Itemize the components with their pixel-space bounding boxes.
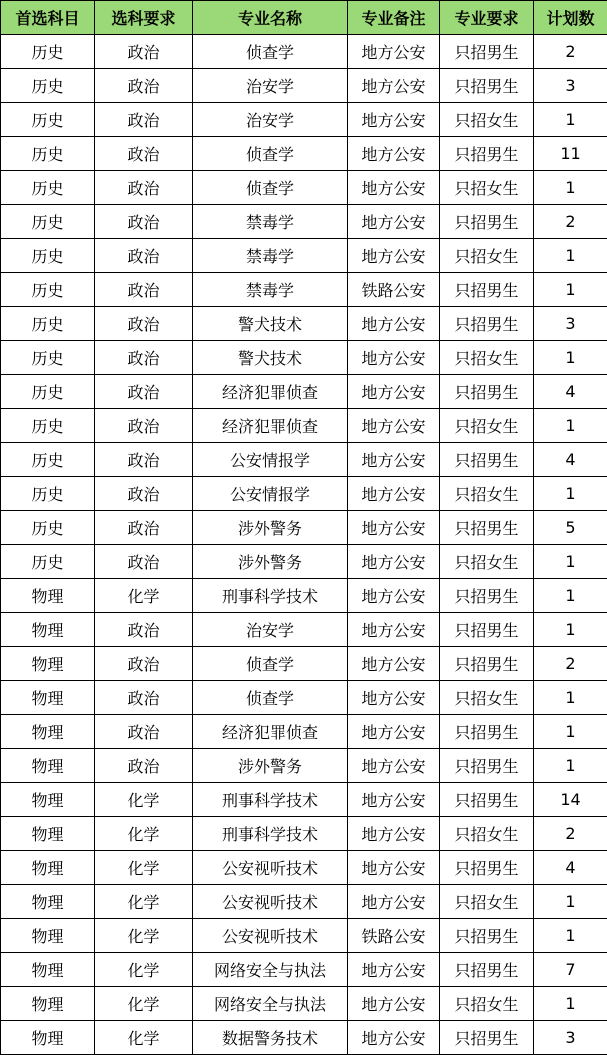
cell-major-requirement: 只招女生 — [440, 885, 534, 919]
cell-subject: 物理 — [1, 1021, 95, 1055]
cell-plan-count: 1 — [534, 103, 607, 137]
cell-major-requirement: 只招男生 — [440, 851, 534, 885]
cell-subject: 物理 — [1, 681, 95, 715]
cell-note: 地方公安 — [348, 987, 440, 1021]
table-row — [1, 103, 607, 137]
cell-major: 禁毒学 — [193, 239, 348, 273]
cell-subject: 历史 — [1, 545, 95, 579]
cell-major: 禁毒学 — [193, 273, 348, 307]
cell-major: 治安学 — [193, 103, 348, 137]
cell-major: 公安视听技术 — [193, 851, 348, 885]
cell-note: 地方公安 — [348, 103, 440, 137]
cell-requirement: 政治 — [95, 681, 193, 715]
header-major: 专业名称 — [193, 1, 348, 35]
table-row — [1, 1021, 607, 1055]
cell-major-requirement: 只招男生 — [440, 715, 534, 749]
cell-requirement: 政治 — [95, 477, 193, 511]
cell-requirement: 化学 — [95, 1021, 193, 1055]
cell-major: 公安情报学 — [193, 477, 348, 511]
cell-major-requirement: 只招女生 — [440, 239, 534, 273]
cell-subject: 历史 — [1, 273, 95, 307]
cell-subject: 历史 — [1, 137, 95, 171]
cell-requirement: 政治 — [95, 239, 193, 273]
cell-subject: 历史 — [1, 409, 95, 443]
cell-subject: 历史 — [1, 205, 95, 239]
cell-requirement: 政治 — [95, 137, 193, 171]
cell-plan-count: 1 — [534, 885, 607, 919]
cell-major: 涉外警务 — [193, 749, 348, 783]
cell-subject: 物理 — [1, 851, 95, 885]
cell-major: 刑事科学技术 — [193, 817, 348, 851]
cell-plan-count: 4 — [534, 375, 607, 409]
cell-requirement: 政治 — [95, 443, 193, 477]
cell-note: 地方公安 — [348, 885, 440, 919]
cell-plan-count: 1 — [534, 409, 607, 443]
cell-note: 地方公安 — [348, 715, 440, 749]
cell-note: 地方公安 — [348, 69, 440, 103]
table-row — [1, 409, 607, 443]
cell-subject: 物理 — [1, 783, 95, 817]
cell-plan-count: 3 — [534, 307, 607, 341]
cell-subject: 物理 — [1, 953, 95, 987]
cell-requirement: 政治 — [95, 307, 193, 341]
cell-major: 侦查学 — [193, 137, 348, 171]
cell-major-requirement: 只招男生 — [440, 749, 534, 783]
cell-requirement: 政治 — [95, 171, 193, 205]
cell-subject: 历史 — [1, 103, 95, 137]
cell-note: 地方公安 — [348, 205, 440, 239]
cell-major-requirement: 只招男生 — [440, 375, 534, 409]
cell-note: 地方公安 — [348, 579, 440, 613]
cell-plan-count: 1 — [534, 341, 607, 375]
cell-note: 地方公安 — [348, 171, 440, 205]
cell-note: 地方公安 — [348, 953, 440, 987]
cell-plan-count: 1 — [534, 477, 607, 511]
table-row — [1, 987, 607, 1021]
cell-requirement: 政治 — [95, 511, 193, 545]
cell-major: 涉外警务 — [193, 511, 348, 545]
cell-plan-count: 4 — [534, 851, 607, 885]
cell-subject: 历史 — [1, 341, 95, 375]
cell-requirement: 政治 — [95, 273, 193, 307]
cell-major-requirement: 只招男生 — [440, 137, 534, 171]
cell-plan-count: 1 — [534, 715, 607, 749]
cell-major: 经济犯罪侦查 — [193, 375, 348, 409]
cell-subject: 历史 — [1, 443, 95, 477]
cell-plan-count: 2 — [534, 205, 607, 239]
cell-major: 侦查学 — [193, 35, 348, 69]
cell-requirement: 化学 — [95, 783, 193, 817]
cell-note: 地方公安 — [348, 545, 440, 579]
cell-subject: 物理 — [1, 613, 95, 647]
cell-note: 地方公安 — [348, 341, 440, 375]
table-row — [1, 341, 607, 375]
cell-subject: 历史 — [1, 375, 95, 409]
cell-note: 地方公安 — [348, 409, 440, 443]
cell-subject: 历史 — [1, 69, 95, 103]
cell-plan-count: 1 — [534, 681, 607, 715]
cell-major-requirement: 只招男生 — [440, 613, 534, 647]
table-row — [1, 375, 607, 409]
cell-note: 地方公安 — [348, 443, 440, 477]
table-row — [1, 783, 607, 817]
header-subject: 首选科目 — [1, 1, 95, 35]
cell-note: 地方公安 — [348, 681, 440, 715]
table-body — [1, 35, 607, 1055]
cell-major: 网络安全与执法 — [193, 987, 348, 1021]
cell-requirement: 政治 — [95, 35, 193, 69]
table-row — [1, 443, 607, 477]
cell-major: 治安学 — [193, 613, 348, 647]
table-row — [1, 919, 607, 953]
cell-subject: 物理 — [1, 817, 95, 851]
table-row — [1, 239, 607, 273]
cell-subject: 物理 — [1, 647, 95, 681]
cell-major: 警犬技术 — [193, 307, 348, 341]
cell-note: 铁路公安 — [348, 919, 440, 953]
cell-subject: 物理 — [1, 715, 95, 749]
cell-subject: 历史 — [1, 307, 95, 341]
cell-major: 侦查学 — [193, 647, 348, 681]
cell-subject: 物理 — [1, 987, 95, 1021]
cell-major-requirement: 只招女生 — [440, 103, 534, 137]
table-row — [1, 307, 607, 341]
cell-requirement: 政治 — [95, 613, 193, 647]
cell-plan-count: 1 — [534, 579, 607, 613]
table-row — [1, 171, 607, 205]
cell-major: 侦查学 — [193, 171, 348, 205]
cell-plan-count: 11 — [534, 137, 607, 171]
cell-plan-count: 2 — [534, 647, 607, 681]
cell-requirement: 政治 — [95, 749, 193, 783]
cell-major: 侦查学 — [193, 681, 348, 715]
cell-major-requirement: 只招男生 — [440, 511, 534, 545]
cell-requirement: 政治 — [95, 205, 193, 239]
cell-major-requirement: 只招男生 — [440, 35, 534, 69]
table-row — [1, 953, 607, 987]
cell-major-requirement: 只招男生 — [440, 205, 534, 239]
cell-major-requirement: 只招男生 — [440, 579, 534, 613]
cell-major-requirement: 只招女生 — [440, 341, 534, 375]
table-row — [1, 511, 607, 545]
cell-major: 刑事科学技术 — [193, 783, 348, 817]
cell-major-requirement: 只招男生 — [440, 783, 534, 817]
table-row — [1, 851, 607, 885]
cell-major-requirement: 只招男生 — [440, 69, 534, 103]
cell-plan-count: 1 — [534, 239, 607, 273]
cell-plan-count: 1 — [534, 987, 607, 1021]
cell-major-requirement: 只招女生 — [440, 545, 534, 579]
cell-major: 公安视听技术 — [193, 885, 348, 919]
cell-requirement: 化学 — [95, 817, 193, 851]
cell-plan-count: 1 — [534, 273, 607, 307]
cell-requirement: 政治 — [95, 545, 193, 579]
cell-note: 铁路公安 — [348, 273, 440, 307]
cell-plan-count: 3 — [534, 69, 607, 103]
cell-plan-count: 1 — [534, 919, 607, 953]
cell-plan-count: 5 — [534, 511, 607, 545]
cell-note: 地方公安 — [348, 35, 440, 69]
cell-major-requirement: 只招女生 — [440, 817, 534, 851]
cell-subject: 历史 — [1, 171, 95, 205]
cell-note: 地方公安 — [348, 749, 440, 783]
cell-plan-count: 2 — [534, 35, 607, 69]
cell-subject: 物理 — [1, 919, 95, 953]
cell-note: 地方公安 — [348, 307, 440, 341]
cell-requirement: 政治 — [95, 715, 193, 749]
cell-major: 涉外警务 — [193, 545, 348, 579]
cell-major-requirement: 只招女生 — [440, 477, 534, 511]
cell-plan-count: 14 — [534, 783, 607, 817]
cell-plan-count: 1 — [534, 749, 607, 783]
cell-major: 公安视听技术 — [193, 919, 348, 953]
cell-major: 公安情报学 — [193, 443, 348, 477]
cell-major-requirement: 只招男生 — [440, 1021, 534, 1055]
cell-note: 地方公安 — [348, 511, 440, 545]
cell-plan-count: 1 — [534, 171, 607, 205]
table-row — [1, 817, 607, 851]
table-row — [1, 749, 607, 783]
table-row — [1, 681, 607, 715]
table-row — [1, 885, 607, 919]
cell-major-requirement: 只招女生 — [440, 987, 534, 1021]
cell-plan-count: 1 — [534, 613, 607, 647]
cell-requirement: 政治 — [95, 409, 193, 443]
cell-major: 刑事科学技术 — [193, 579, 348, 613]
cell-subject: 历史 — [1, 477, 95, 511]
cell-requirement: 化学 — [95, 579, 193, 613]
cell-subject: 历史 — [1, 511, 95, 545]
table-row — [1, 69, 607, 103]
table-row — [1, 477, 607, 511]
cell-note: 地方公安 — [348, 1021, 440, 1055]
cell-major: 警犬技术 — [193, 341, 348, 375]
cell-major-requirement: 只招女生 — [440, 171, 534, 205]
cell-requirement: 政治 — [95, 375, 193, 409]
header-note: 专业备注 — [348, 1, 440, 35]
cell-major-requirement: 只招女生 — [440, 681, 534, 715]
cell-note: 地方公安 — [348, 239, 440, 273]
cell-subject: 物理 — [1, 579, 95, 613]
table-row — [1, 545, 607, 579]
cell-requirement: 政治 — [95, 103, 193, 137]
cell-requirement: 化学 — [95, 885, 193, 919]
cell-requirement: 化学 — [95, 919, 193, 953]
cell-subject: 物理 — [1, 749, 95, 783]
table-row — [1, 35, 607, 69]
cell-requirement: 化学 — [95, 953, 193, 987]
cell-note: 地方公安 — [348, 647, 440, 681]
cell-major: 经济犯罪侦查 — [193, 409, 348, 443]
cell-note: 地方公安 — [348, 613, 440, 647]
cell-requirement: 化学 — [95, 851, 193, 885]
cell-major: 网络安全与执法 — [193, 953, 348, 987]
cell-plan-count: 2 — [534, 817, 607, 851]
cell-major-requirement: 只招女生 — [440, 409, 534, 443]
cell-requirement: 政治 — [95, 341, 193, 375]
cell-plan-count: 1 — [534, 545, 607, 579]
table-row — [1, 613, 607, 647]
header-major-requirement: 专业要求 — [440, 1, 534, 35]
table-header-row — [1, 1, 607, 35]
cell-subject: 物理 — [1, 885, 95, 919]
cell-subject: 历史 — [1, 239, 95, 273]
cell-major-requirement: 只招男生 — [440, 919, 534, 953]
table-row — [1, 715, 607, 749]
cell-major-requirement: 只招男生 — [440, 953, 534, 987]
cell-note: 地方公安 — [348, 817, 440, 851]
cell-major-requirement: 只招男生 — [440, 307, 534, 341]
cell-requirement: 政治 — [95, 69, 193, 103]
table-row — [1, 579, 607, 613]
header-plan-count: 计划数 — [534, 1, 607, 35]
table-row — [1, 273, 607, 307]
cell-major-requirement: 只招男生 — [440, 273, 534, 307]
cell-plan-count: 3 — [534, 1021, 607, 1055]
cell-requirement: 化学 — [95, 987, 193, 1021]
cell-note: 地方公安 — [348, 783, 440, 817]
table-row — [1, 205, 607, 239]
cell-major-requirement: 只招男生 — [440, 647, 534, 681]
cell-plan-count: 7 — [534, 953, 607, 987]
cell-note: 地方公安 — [348, 477, 440, 511]
cell-major: 经济犯罪侦查 — [193, 715, 348, 749]
cell-note: 地方公安 — [348, 137, 440, 171]
header-requirement: 选科要求 — [95, 1, 193, 35]
cell-major: 禁毒学 — [193, 205, 348, 239]
cell-major: 治安学 — [193, 69, 348, 103]
cell-plan-count: 4 — [534, 443, 607, 477]
table-row — [1, 647, 607, 681]
cell-subject: 历史 — [1, 35, 95, 69]
cell-note: 地方公安 — [348, 851, 440, 885]
cell-major-requirement: 只招男生 — [440, 443, 534, 477]
cell-requirement: 政治 — [95, 647, 193, 681]
table-row — [1, 137, 607, 171]
cell-major: 数据警务技术 — [193, 1021, 348, 1055]
cell-note: 地方公安 — [348, 375, 440, 409]
